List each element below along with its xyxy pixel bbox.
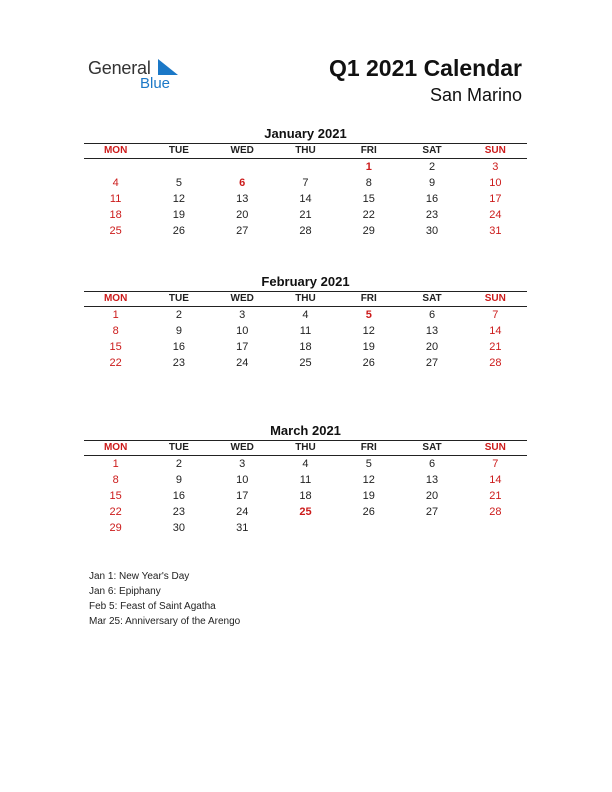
month-title: January 2021 [264,126,347,141]
day-cell: 25 [299,357,312,369]
month-grid [84,291,527,371]
page-title: Q1 2021 Calendar [328,55,522,81]
day-cell: 24 [489,209,502,221]
day-cell: 20 [425,490,439,502]
day-cell: 16 [172,490,186,502]
logo-general-text: General [88,58,151,78]
holiday-day-cell: 1 [365,161,372,173]
day-cell: 31 [236,522,249,534]
day-cell: 10 [489,177,502,189]
day-cell: 2 [175,309,182,321]
day-cell [274,159,337,175]
page-subtitle: San Marino [429,85,522,105]
weekday-label: FRI [360,442,377,453]
day-cell: 3 [492,161,499,173]
weekday-label: FRI [360,145,377,156]
day-cell: 26 [362,357,375,369]
day-cell: 16 [172,341,186,353]
day-cell: 22 [109,506,122,518]
weekday-header-row [84,441,527,456]
day-cell: 9 [175,325,182,337]
day-cell: 19 [172,209,186,221]
day-cell: 4 [302,458,309,470]
day-cell: 5 [365,458,372,470]
month-march [84,422,527,536]
weekday-label: WED [230,145,254,156]
day-cell: 17 [236,490,249,502]
day-cell: 15 [109,490,122,502]
day-cell: 13 [425,325,439,337]
day-cell: 26 [172,225,186,237]
holiday-item: Jan 6: Epiphany [89,586,161,597]
week-row [84,339,527,355]
holiday-list [89,569,240,629]
holiday-item: Jan 1: New Year's Day [89,571,190,582]
week-row [84,223,527,239]
day-cell: 8 [112,474,119,486]
day-cell: 27 [425,506,439,518]
day-cell: 2 [175,458,182,470]
day-cell: 24 [236,506,249,518]
week-row [84,191,527,207]
day-cell: 21 [299,209,312,221]
day-cell: 23 [425,209,439,221]
day-cell: 30 [172,522,186,534]
weekday-header-row [84,292,527,307]
day-cell: 31 [489,225,502,237]
day-cell [211,159,274,175]
day-cell: 11 [299,474,312,486]
day-cell: 23 [172,357,186,369]
day-cell: 20 [236,209,249,221]
day-cell: 6 [428,309,436,321]
day-cell: 28 [489,506,502,518]
month-grid [84,440,527,536]
week-row [84,456,527,472]
day-cell: 29 [362,225,375,237]
weekday-label: SAT [422,293,442,304]
day-cell: 7 [492,309,499,321]
day-cell: 27 [236,225,249,237]
weekday-label: WED [230,293,254,304]
day-cell: 5 [175,177,182,189]
day-cell: 19 [362,490,375,502]
day-cell [464,520,527,536]
week-row [84,307,527,323]
day-cell [84,159,147,175]
day-cell: 10 [236,474,249,486]
day-cell: 17 [236,341,249,353]
weekday-label: MON [103,145,128,156]
day-cell [337,520,400,536]
month-january [84,125,527,239]
day-cell: 22 [109,357,122,369]
weekday-label: THU [295,293,316,304]
day-cell: 18 [109,209,122,221]
week-row [84,175,527,191]
day-cell: 12 [362,474,375,486]
day-cell: 8 [365,177,372,189]
day-cell: 29 [109,522,122,534]
weekday-label: THU [295,442,316,453]
week-row [84,504,527,520]
day-cell [147,159,210,175]
day-cell: 10 [236,325,249,337]
logo [88,56,198,96]
weekday-label: TUE [168,145,189,156]
logo-flag-icon [158,59,178,75]
weekday-label: TUE [168,293,189,304]
day-cell: 21 [489,341,502,353]
week-row [84,323,527,339]
weekday-label: MON [103,442,128,453]
month-title: February 2021 [261,274,350,289]
day-cell: 23 [172,506,186,518]
weekday-label: WED [230,442,254,453]
week-row [84,207,527,223]
day-cell: 14 [489,474,502,486]
day-cell: 28 [299,225,312,237]
weekday-label: THU [295,145,316,156]
day-cell: 1 [112,309,119,321]
week-row [84,488,527,504]
day-cell: 14 [299,193,312,205]
week-row [84,520,527,536]
day-cell: 12 [362,325,375,337]
day-cell: 27 [425,357,439,369]
weekday-label: MON [103,293,128,304]
day-cell: 2 [428,161,436,173]
month-grid [84,143,527,239]
day-cell: 13 [425,474,439,486]
holiday-day-cell: 25 [299,506,312,518]
day-cell: 6 [428,458,436,470]
day-cell: 9 [428,177,436,189]
day-cell: 11 [109,193,122,205]
holiday-item: Mar 25: Anniversary of the Arengo [89,616,241,627]
month-title: March 2021 [270,423,341,438]
day-cell [274,520,337,536]
weekday-label: TUE [168,442,189,453]
week-row [84,472,527,488]
weekday-label: SUN [484,145,506,156]
day-cell: 17 [489,193,502,205]
day-cell: 3 [239,309,246,321]
day-cell: 16 [425,193,439,205]
day-cell: 12 [172,193,186,205]
day-cell: 9 [175,474,182,486]
day-cell: 11 [299,325,312,337]
week-row [84,355,527,371]
holiday-day-cell: 5 [365,309,372,321]
logo-blue-text: Blue [140,75,171,92]
day-cell: 3 [239,458,246,470]
weekday-label: SAT [422,442,442,453]
day-cell: 7 [302,177,309,189]
day-cell: 15 [362,193,375,205]
weekday-header-row [84,144,527,159]
weekday-label: FRI [360,293,377,304]
day-cell: 22 [362,209,375,221]
day-cell: 14 [489,325,502,337]
day-cell: 7 [492,458,499,470]
day-cell: 4 [302,309,309,321]
day-cell: 28 [489,357,502,369]
day-cell: 1 [112,458,119,470]
weekday-label: SAT [422,145,442,156]
day-cell: 19 [362,341,375,353]
day-cell: 30 [425,225,439,237]
day-cell: 15 [109,341,122,353]
day-cell: 18 [299,490,312,502]
week-row [84,159,527,175]
day-cell: 8 [112,325,119,337]
month-february [84,273,527,371]
weekday-label: SUN [484,293,506,304]
day-cell [400,520,463,536]
weekday-label: SUN [484,442,506,453]
day-cell: 24 [236,357,249,369]
day-cell: 21 [489,490,502,502]
day-cell: 20 [425,341,439,353]
day-cell: 18 [299,341,312,353]
holiday-item: Feb 5: Feast of Saint Agatha [89,601,216,612]
day-cell: 4 [112,177,119,189]
day-cell: 13 [236,193,249,205]
holiday-day-cell: 6 [239,177,246,189]
day-cell: 25 [109,225,122,237]
day-cell: 26 [362,506,375,518]
